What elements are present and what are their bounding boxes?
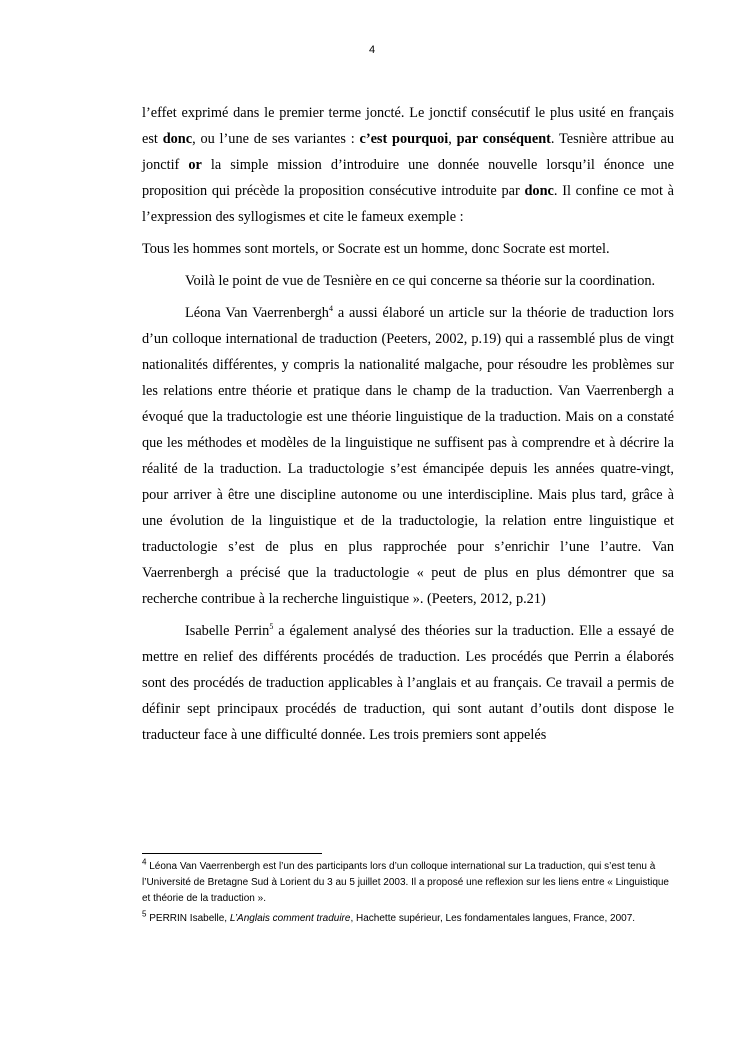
- footnotes: [142, 859, 676, 931]
- bold-term: donc: [524, 183, 554, 199]
- paragraph-syllogism: Tous les hommes sont mortels, or Socrate est un homme, donc Socrate est mortel.: [142, 241, 610, 257]
- bold-term: par conséquent: [456, 131, 551, 147]
- page-number: 4: [368, 44, 376, 56]
- bold-term: or: [188, 157, 202, 173]
- footnote-4: $^4$ Léona Van Vaerrenbergh est l’un des participants lors d’un colloque international sur La traduction, qui s’est tenu à l’Université de Bretagne Sud à Lorient du 3 au 5 juillet 2003. Il a proposé une reflexion sur les liens entre « Linguistique et théorie de la traduction ».: [142, 857, 669, 904]
- footnote-divider: [142, 853, 322, 854]
- main-text: [142, 100, 674, 754]
- footnote-5: $^5$ PERRIN Isabelle, L’Anglais comment traduire, Hachette supérieur, Les fondamentales langues, France, 2007.: [142, 909, 636, 924]
- footnote-number: 4: [142, 857, 147, 867]
- paragraph-vaerrenbergh: Léona Van Vaerrenbergh$^4$ a aussi élaboré un article sur la théorie de traduction lors d’un colloque international de traduction (Peeters, 2002, p.19) qui a rassemblé plus de vingt nationalités différentes, y compris la nationalité malgache, pour résoudre les problèmes sur les relations entre théorie et pratique dans le champ de la traduction. Van Vaerrenbergh a évoqué que la traductologie est une théorie linguistique de la traduction. Mais on a constaté que les méthodes et modèles de la linguistique ne suffisent pas à comprendre et à décrire la réalité de la traduction. La traductologie s’est émancipée depuis les années quatre-vingt, pour arriver à être une discipline autonome ou une interdiscipline. Mais plus tard, grâce à une évolution de la linguistique et de la traductologie, la relation entre linguistique et traductologie s’est de plus en plus rapprochée pour s’enrichir l’une l’autre. Van Vaerrenbergh a précisé que la traductologie « peut de plus en plus démontrer que sa recherche contribue à la recherche linguistique ». (Peeters, 2012, p.21): [142, 304, 674, 607]
- book-title: L’Anglais comment traduire: [229, 913, 351, 924]
- paragraph-tesniere: Voilà le point de vue de Tesnière en ce qui concerne sa théorie sur la coordination.: [185, 273, 656, 289]
- footnote-number: 5: [142, 909, 147, 919]
- paragraph-perrin: Isabelle Perrin$^5$ a également analysé des théories sur la traduction. Elle a essayé de mettre en relief des différents procédés de traduction. Les procédés que Perrin a élaborés sont des procédés de traduction applicables à l’anglais et au français. Ce travail a permis de définir sept principaux procédés de traduction, qui sont autant d’outils dont dispose le traducteur face à une difficulté donnée. Les trois premiers sont appelés: [142, 622, 675, 743]
- bold-term: c’est pourquoi: [359, 131, 449, 147]
- footnote-ref-4: 4: [328, 304, 333, 314]
- footnote-ref-5: 5: [269, 622, 274, 632]
- paragraph-jonctif: l’effet exprimé dans le premier terme joncté. Le jonctif consécutif le plus usité en français est donc, ou l’une de ses variantes : c’est pourquoi, par conséquent. Tesnière attribue au jonctif or la simple mission d’introduire une donnée nouvelle lorsqu’il énonce une proposition qui précède la proposition consécutive introduite par donc. Il confine ce mot à l’expression des syllogismes et cite le fameux exemple :: [142, 105, 675, 225]
- bold-term: donc: [162, 131, 193, 147]
